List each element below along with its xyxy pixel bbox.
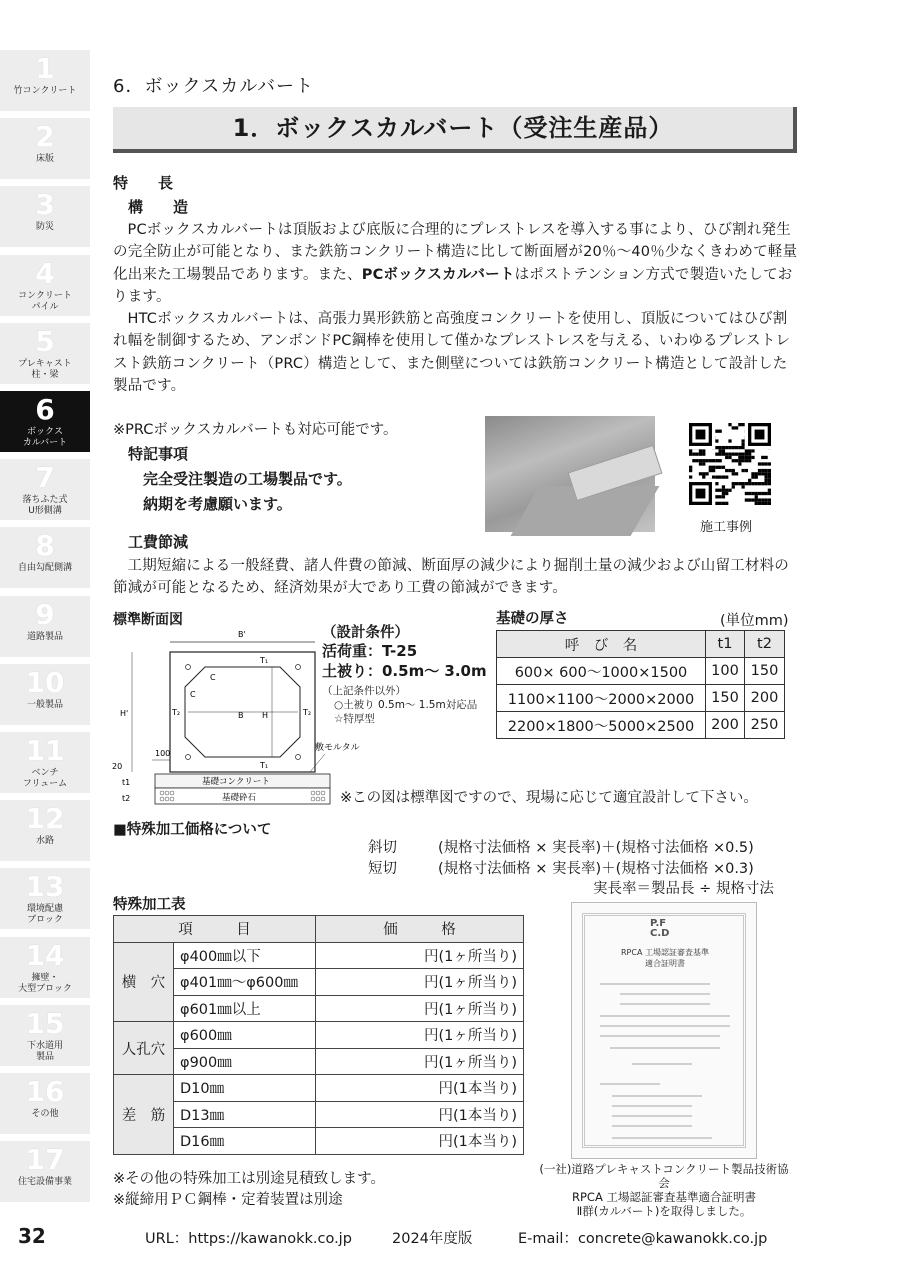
table-cell: D13㎜ — [174, 1101, 316, 1128]
sidebar-tab-number: 10 — [25, 665, 65, 699]
table-row — [114, 1128, 524, 1155]
table-row — [497, 685, 785, 712]
page-number: 32 — [18, 1224, 46, 1248]
table-cell: 150 — [745, 658, 785, 685]
certificate-title: RPCA 工場認証審査基準 適合証明書 — [621, 948, 709, 968]
table-cell: 600× 600～1000×1500 — [497, 658, 706, 685]
sidebar-tab-number: 11 — [25, 734, 65, 767]
sidebar-tab-label: コンクリート パイル — [18, 290, 72, 312]
table-row — [114, 1048, 524, 1075]
foundation-table — [496, 630, 785, 739]
sidebar-tab-17[interactable] — [0, 1141, 90, 1205]
table-cell: 円(1ヶ所当り) — [316, 1048, 524, 1075]
sidebar-tab-label: 一般製品 — [26, 699, 63, 710]
foundation-unit: (単位mm) — [720, 613, 789, 629]
dim-label-20: 20 — [112, 762, 123, 771]
table-cell: 250 — [745, 712, 785, 739]
special-notes-heading: 特記事項 — [128, 445, 189, 463]
sidebar-tab-6[interactable] — [0, 391, 90, 455]
structure-heading: 構 造 — [128, 198, 189, 216]
sidebar-tab-number: 5 — [35, 324, 55, 358]
sidebar-tab-16[interactable] — [0, 1073, 90, 1137]
diagonal-cut-label: 斜切 — [368, 840, 397, 856]
process-note-1: ※その他の特殊加工は別途見積致します。 — [113, 1171, 385, 1187]
live-load: 活荷重：T-25 — [322, 642, 418, 660]
sidebar-tab-number: 9 — [35, 597, 55, 631]
sidebar-tab-label: プレキャスト 柱・梁 — [18, 358, 72, 380]
foundation-col-t1: t1 — [706, 631, 745, 658]
sidebar-tab-number: 7 — [35, 461, 55, 495]
section-title: 6．ボックスカルバート — [113, 76, 315, 97]
group-sashikin: 差 筋 — [114, 1075, 174, 1155]
dim-label-t1s: t1 — [122, 778, 131, 787]
diagram-note: ※この図は標準図ですので、現場に応じて適宜設計して下さい。 — [340, 790, 758, 806]
table-row — [114, 1075, 524, 1102]
table-cell: 円(1本当り) — [316, 1075, 524, 1102]
base-gravel-label: 基礎砕石 — [222, 793, 257, 803]
sidebar-tab-7[interactable] — [0, 459, 90, 523]
sidebar-tab-label: 防災 — [35, 222, 54, 233]
special-note-2: 納期を考慮願います。 — [143, 495, 292, 513]
sidebar-tab-number: 17 — [25, 1143, 65, 1177]
table-row — [114, 942, 524, 969]
sidebar-tab-number: 2 — [35, 120, 55, 154]
process-note-2: ※縦締用ＰＣ鋼棒・定着装置は別途 — [113, 1192, 343, 1208]
sidebar-tab-15[interactable] — [0, 1005, 90, 1069]
sidebar-tab-number: 3 — [35, 188, 55, 222]
dim-label-t2-right: T₂ — [303, 708, 312, 717]
table-cell: 円(1ヶ所当り) — [316, 995, 524, 1022]
special-note-1: 完全受注製造の工場製品です。 — [143, 470, 352, 488]
group-manhole: 人孔穴 — [114, 1022, 174, 1075]
certificate-caption-3: Ⅱ群(カルバート)を取得しました。 — [576, 1204, 752, 1218]
table-row — [114, 1101, 524, 1128]
sidebar-tab-number: 16 — [25, 1075, 65, 1108]
sidebar-tab-8[interactable] — [0, 527, 90, 591]
features-heading: 特 長 — [113, 174, 174, 192]
table-cell: 100 — [706, 658, 745, 685]
table-cell: 円(1本当り) — [316, 1128, 524, 1155]
table-cell: 円(1ヶ所当り) — [316, 1022, 524, 1049]
sidebar-tab-label: 竹コンクリート — [13, 86, 77, 96]
earth-cover: 土被り：0.5m～ 3.0m — [322, 662, 487, 680]
base-concrete-label: 基礎コンクリート — [202, 777, 270, 787]
cost-text: 工期短縮による一般経費、諸人件費の節減、断面厚の減少により掘削土量の減少および山留工材料の節減が可能となるため、経済効果が大であり工費の節減ができます。 — [113, 558, 789, 597]
special-price-heading: ■特殊加工価格について — [113, 822, 272, 838]
dim-label-t2s: t2 — [122, 794, 131, 803]
dim-label-c-2: C — [190, 690, 196, 699]
table-row — [497, 712, 785, 739]
sidebar-tab-12[interactable] — [0, 800, 90, 864]
sidebar-tab-5[interactable] — [0, 323, 90, 387]
structure-text — [113, 219, 798, 397]
table-cell: 2200×1800～5000×2500 — [497, 712, 706, 739]
other-conditions-heading: （上記条件以外） — [322, 685, 406, 697]
footer-url[interactable]: URL：https://kawanokk.co.jp — [145, 1231, 352, 1247]
foundation-heading: 基礎の厚さ — [496, 611, 569, 627]
other-condition-1: ○土被り 0.5m～ 1.5m対応品 — [334, 699, 478, 711]
dim-label-100: 100 — [155, 749, 171, 758]
table-cell: 200 — [706, 712, 745, 739]
table-cell: 円(1ヶ所当り) — [316, 942, 524, 969]
sidebar-tab-3[interactable] — [0, 186, 90, 250]
sidebar-tab-label: 擁壁・ 大型ブロック — [18, 972, 72, 994]
table-cell: φ400㎜以下 — [174, 942, 316, 969]
sidebar-tab-label: 水路 — [35, 836, 54, 847]
case-study-label: 施工事例 — [700, 520, 753, 535]
sidebar-tab-label: その他 — [31, 1109, 59, 1119]
dim-label-t2-left: T₂ — [172, 708, 181, 717]
table-row — [114, 995, 524, 1022]
diagonal-cut-formula: (規格寸法価格 × 実長率)＋(規格寸法価格 ×0.5) — [438, 840, 754, 856]
page-title: 1．ボックスカルバート（受注生産品） — [232, 114, 674, 142]
sidebar-tab-label: 環境配慮 ブロック — [26, 904, 63, 926]
certificate-logo: P.F C.D — [650, 918, 670, 939]
table-row — [497, 658, 785, 685]
footer-email[interactable]: E-mail：concrete@kawanokk.co.jp — [518, 1231, 768, 1247]
foundation-col-name: 呼 び 名 — [497, 631, 706, 658]
qr-code[interactable] — [689, 423, 771, 505]
sidebar-tab-9[interactable] — [0, 596, 90, 660]
foundation-col-t2: t2 — [745, 631, 785, 658]
sidebar-tab-2[interactable] — [0, 118, 90, 182]
sidebar-tab-14[interactable] — [0, 937, 90, 1001]
diagram-heading: 標準断面図 — [113, 612, 183, 628]
certificate-caption-1: (一社)道路プレキャストコンクリート製品技術協会 — [539, 1162, 789, 1190]
sidebar-tab-label: 自由勾配側溝 — [17, 563, 72, 574]
sidebar-tab-11[interactable] — [0, 732, 90, 796]
table-cell: φ401㎜～φ600㎜ — [174, 969, 316, 996]
sidebar-tab-number: 6 — [35, 393, 55, 426]
table-cell: φ900㎜ — [174, 1048, 316, 1075]
group-yokoana: 横 穴 — [114, 942, 174, 1022]
certificate-image — [571, 902, 757, 1159]
dim-label-bp: B' — [238, 630, 246, 639]
table-cell: 200 — [745, 685, 785, 712]
process-table — [113, 915, 524, 1155]
table-row — [114, 1022, 524, 1049]
dim-label-h: H — [262, 711, 269, 720]
table-cell: 150 — [706, 685, 745, 712]
prc-note: ※PRCボックスカルバートも対応可能です。 — [113, 422, 398, 438]
certificate-caption — [534, 1162, 794, 1218]
cost-heading: 工費節減 — [128, 533, 189, 551]
page-title-bar — [113, 107, 797, 153]
sidebar-tab-label: 床版 — [35, 154, 54, 165]
sidebar-tab-1[interactable] — [0, 50, 90, 114]
sidebar-tab-number: 4 — [35, 256, 55, 290]
sidebar-tab-label: 落ちふた式 U形側溝 — [22, 495, 68, 517]
sidebar-tab-number: 1 — [35, 52, 55, 85]
process-table-heading: 特殊加工表 — [113, 897, 186, 913]
table-cell: φ601㎜以上 — [174, 995, 316, 1022]
sidebar-tab-label: ベンチ フリューム — [22, 768, 68, 789]
dim-label-c-1: C — [210, 673, 216, 682]
process-col-item: 項 目 — [114, 916, 316, 943]
sidebar-tab-13[interactable] — [0, 868, 90, 932]
dim-label-hp: H' — [120, 709, 129, 718]
ratio-formula: 実長率＝製品長 ÷ 規格寸法 — [593, 881, 774, 897]
table-row — [114, 969, 524, 996]
dim-label-b: B — [238, 711, 244, 720]
design-conditions-heading: （設計条件） — [322, 625, 409, 641]
table-cell: 1100×1100～2000×2000 — [497, 685, 706, 712]
construction-photo — [485, 416, 655, 532]
sidebar-tab-number: 15 — [25, 1006, 65, 1040]
sidebar-tab-label: 道路製品 — [26, 631, 63, 642]
table-cell: 円(1本当り) — [316, 1101, 524, 1128]
table-cell: φ600㎜ — [174, 1022, 316, 1049]
sidebar-tab-4[interactable] — [0, 255, 90, 319]
mortar-label: 敷モルタル — [315, 743, 360, 753]
dim-label-t1-top: T₁ — [260, 656, 269, 665]
footer-edition: 2024年度版 — [392, 1231, 473, 1247]
short-cut-formula: (規格寸法価格 × 実長率)＋(規格寸法価格 ×0.3) — [438, 861, 754, 877]
sidebar-tab-number: 12 — [25, 802, 65, 836]
sidebar-tab-10[interactable] — [0, 664, 90, 728]
table-cell: D10㎜ — [174, 1075, 316, 1102]
sidebar-tab-number: 13 — [25, 870, 65, 904]
table-cell: 円(1ヶ所当り) — [316, 969, 524, 996]
short-cut-label: 短切 — [368, 861, 397, 877]
sidebar-tab-label: 下水道用 製品 — [26, 1040, 63, 1062]
sidebar-tab-label: 住宅設備事業 — [17, 1177, 72, 1188]
dim-label-t1-bottom: T₁ — [260, 761, 269, 770]
sidebar-tab-number: 14 — [25, 938, 65, 972]
table-cell: D16㎜ — [174, 1128, 316, 1155]
structure-paragraph-1: PCボックスカルバートは頂版および底版に合理的にプレストレスを導入する事により、ひび割れ発生の完全防止が可能となり、また鉄筋コンクリート構造に比して断面層が20％～40％少なくきわめて軽量化出来た工場製品であります。また、PCボックスカルバートはポストテンション方式で製造いたしております。 — [113, 222, 798, 305]
certificate-caption-2: RPCA 工場認証審査基準適合証明書 — [572, 1190, 756, 1204]
structure-paragraph-2: HTCボックスカルバートは、高張力異形鉄筋と高強度コンクリートを使用し、頂版についてはひび割れ幅を制御するため、アンボンドPC鋼棒を使用して僅かなプレストレスを与える、いわゆるプレストレスト鉄筋コンクリート（PRC）構造として、また側壁については鉄筋コンクリート構造として設計した製品です。 — [113, 311, 791, 395]
other-condition-2: ☆特厚型 — [334, 713, 375, 725]
sidebar-tab-number: 8 — [35, 529, 55, 563]
sidebar-tab-label: ボックス カルバート — [22, 427, 68, 448]
process-col-price: 価 格 — [316, 916, 524, 943]
